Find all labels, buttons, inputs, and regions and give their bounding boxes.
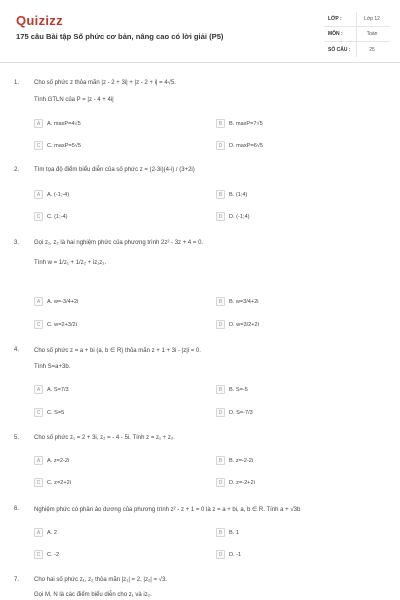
option-text: B. (1;4) [229,191,248,198]
meta-divider [356,12,390,57]
meta-label: SỐ CÂU : [328,46,351,53]
question-subtext: Gọi M, N là các điểm biểu diễn cho z₁ và iz₂. [34,592,152,598]
question-number: 1. [14,80,20,86]
option-letter: A [34,528,43,537]
option-text: D. S=-7/3 [229,409,253,416]
option-letter: B [216,119,225,128]
quizizz-logo: Quizizz [16,13,63,28]
question-text: Cho hai số phức z₁, z₂ thỏa mãn |z₁| = 2, |z₂| = √3. [34,577,167,583]
option-a[interactable] [34,528,57,537]
option-d[interactable] [216,212,250,221]
option-text: D. maxP=6√5 [229,142,264,149]
option-letter: A [34,456,43,465]
option-letter: D [216,478,225,487]
option-text: A. 2 [47,529,57,536]
option-letter: A [34,297,43,306]
option-text: C. -2 [47,551,60,558]
option-a[interactable] [34,190,69,199]
question-number: 6. [14,506,20,512]
option-letter: A [34,119,43,128]
option-text: D. w=3/2+2i [229,321,259,328]
option-text: A. maxP=4√5 [47,120,81,127]
meta-label: LỚP : [328,16,342,22]
option-letter: C [34,141,43,150]
question-number: 4. [14,347,20,353]
meta-label: MÔN : [328,31,343,37]
option-a[interactable] [34,297,78,306]
option-text: B. w=3/4+2i [229,298,259,305]
option-letter: D [216,212,225,221]
option-text: B. z=-2-2i [229,457,254,464]
option-letter: B [216,456,225,465]
header-divider [0,62,400,63]
option-c[interactable] [34,212,68,221]
option-a[interactable] [34,119,81,128]
option-text: C. S=5 [47,409,65,416]
option-c[interactable] [34,141,81,150]
question-subtext: Tính S=a+3b. [34,364,71,370]
option-b[interactable] [216,385,248,394]
question-text: Cho số phức z₁ = 2 + 3i, z₂ = - 4 - 5i. Tính z = z₁ + z₂. [34,435,175,441]
option-letter: D [216,320,225,329]
option-b[interactable] [216,190,247,199]
option-text: B. 1 [229,529,239,536]
option-b[interactable] [216,528,239,537]
option-letter: B [216,385,225,394]
question-text: Cho số phức z = a + bi (a, b ∈ R) thỏa mãn z + 1 + 3i - |z|i = 0. [34,348,201,354]
option-c[interactable] [34,408,64,417]
option-letter: A [34,190,43,199]
meta-value: Lớp 12 [364,16,380,22]
option-text: D. (-1;4) [229,213,250,220]
option-letter: B [216,528,225,537]
option-text: A. S=7/3 [47,386,69,393]
option-letter: A [34,385,43,394]
option-text: A. (-1;-4) [47,191,70,198]
option-d[interactable] [216,141,263,150]
option-a[interactable] [34,456,69,465]
option-letter: C [34,320,43,329]
question-number: 2. [14,167,20,173]
option-text: D. z=-2+2i [229,479,255,486]
option-b[interactable] [216,119,263,128]
option-letter: C [34,478,43,487]
option-letter: D [216,550,225,559]
question-number: 3. [14,240,20,246]
meta-value: 25 [369,46,375,53]
option-text: B. maxP=7√5 [229,120,263,127]
option-letter: B [216,190,225,199]
option-a[interactable] [34,385,69,394]
option-letter: C [34,408,43,417]
option-b[interactable] [216,456,253,465]
question-text: Nghiệm phức có phần ảo dương của phương trình z² - z + 1 = 0 là z = a + bi, a, b ∈ R. Tính a + √3b [34,507,301,513]
option-letter: B [216,297,225,306]
option-text: A. z=2-2i [47,457,70,464]
question-subtext: Tính w = 1/z₁ + 1/z₂ + iz₁z₂. [34,260,107,266]
meta-value: Toán [366,31,378,37]
question-number: 7. [14,577,20,583]
option-d[interactable] [216,320,259,329]
option-letter: C [34,550,43,559]
question-number: 5. [14,435,20,441]
option-text: B. S=-5 [229,386,248,393]
option-letter: C [34,212,43,221]
option-d[interactable] [216,478,255,487]
option-text: C. z=2+2i [47,479,71,486]
option-letter: D [216,141,225,150]
option-text: A. w=-3/4+2i [47,298,79,305]
option-d[interactable] [216,550,241,559]
question-subtext: Tính GTLN của P = |z - 4 + 4i| [34,97,114,103]
option-c[interactable] [34,550,59,559]
option-text: C. (1;-4) [47,213,68,220]
question-text: Gọi z₁, z₂ là hai nghiệm phức của phương trình 2z² - 3z + 4 = 0. [34,240,204,246]
option-text: C. w=2+3/2i [47,321,77,328]
option-b[interactable] [216,297,259,306]
option-d[interactable] [216,408,253,417]
question-text: Tìm tọa độ điểm biểu diễn của số phức z = (2-3i)(4-i) / (3+2i) [34,167,195,173]
option-text: D. -1 [229,551,242,558]
option-text: C. maxP=5√5 [47,142,82,149]
question-text: Cho số phức z thỏa mãn |z - 2 + 3i| + |z - 2 + i| = 4√5. [34,80,176,86]
option-c[interactable] [34,478,71,487]
option-letter: D [216,408,225,417]
document-title: 175 câu Bài tập Số phức cơ bản, nâng cao có lời giải (P5) [16,32,224,41]
option-c[interactable] [34,320,77,329]
